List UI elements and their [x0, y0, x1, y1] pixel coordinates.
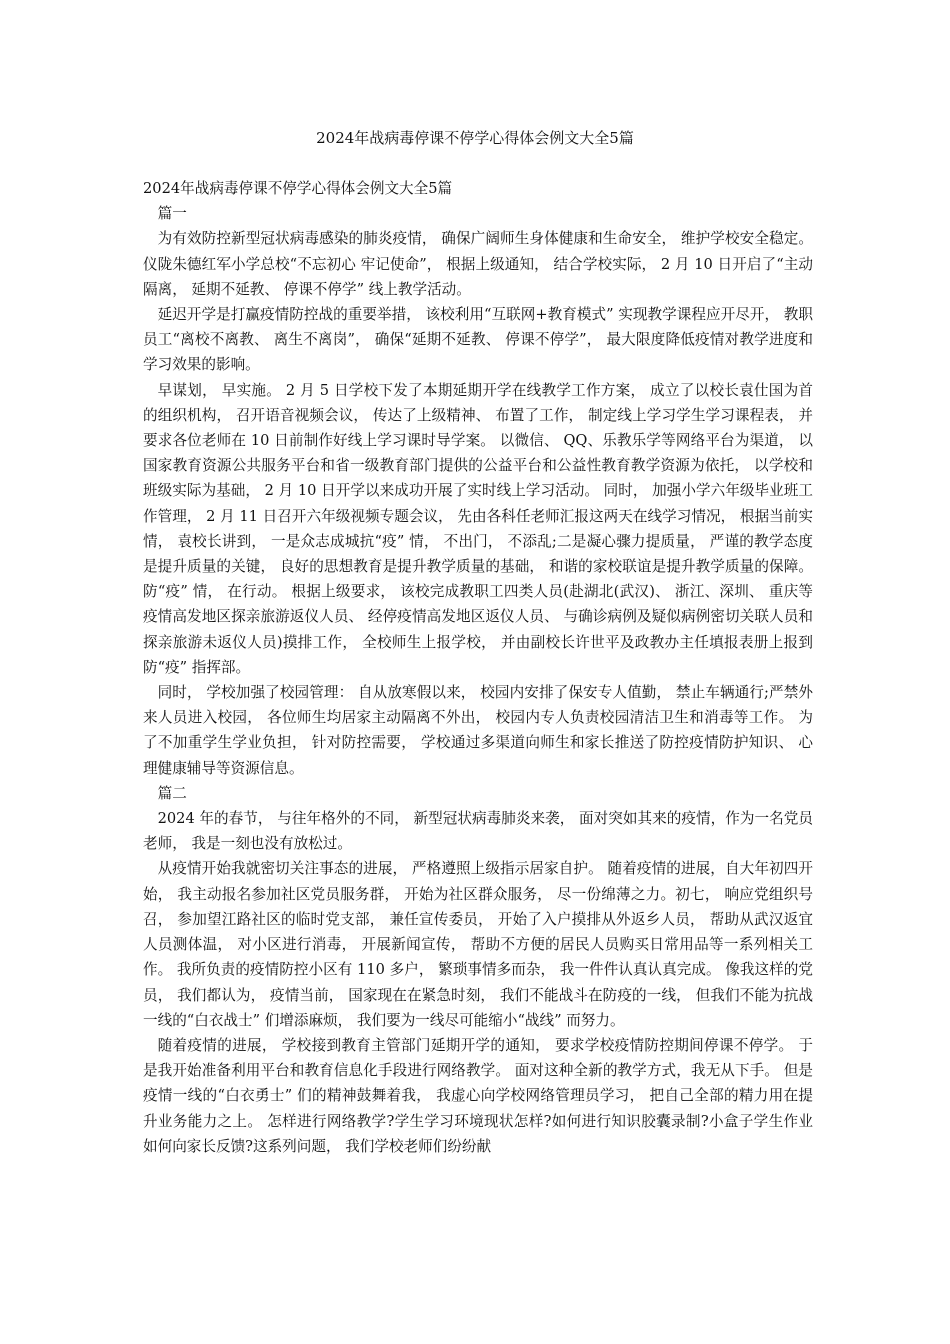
document-subtitle: 2024年战病毒停课不停学心得体会例文大全5篇: [143, 180, 453, 197]
section-heading-1: 篇一: [157, 205, 187, 223]
paragraph: 从疫情开始我就密切关注事态的进展， 严格遵照上级指示居家自护。 随着疫情的进展，自大年初四开始， 我主动报名参加社区党员服务群， 开始为社区群众服务， 尽一份绵薄之力。初七， 响应党组织号召， 参加望江路社区的临时党支部， 兼任宣传委员， 开始了入户摸排从外返乡人员， 帮助从武汉返宜人员测体温， 对小区进行消毒， 开展新闻宣传， 帮助不方便的居民人员购买日常用品等一系列相关工作。 我所负责的疫情防控小区有 110 多户， 繁琐事情多而杂， 我一件件认真认真完成。 像我这样的党员， 我们都认为， 疫情当前， 国家现在在紧急时刻， 我们不能战斗在防疫的一线， 但我们不能为抗战一线的“白衣战士” 们增添麻烦， 我们要为一线尽可能缩小“战线” 而努力。: [143, 860, 813, 1029]
document-body: [143, 176, 813, 1159]
paragraph: 延迟开学是打赢疫情防控战的重要举措， 该校利用“互联网+教育模式” 实现教学课程应开尽开， 教职员工“离校不离教、 离生不离岗”， 确保“延期不延教、 停课不停学”， 最大限度降低疫情对教学进度和学习效果的影响。: [143, 306, 813, 374]
paragraph: 随着疫情的进展， 学校接到教育主管部门延期开学的通知， 要求学校疫情防控期间停课不停学。 于是我开始准备利用平台和教育信息化手段进行网络教学。 面对这种全新的教学方式，我无从下手。 但是疫情一线的“白衣勇士” 们的精神鼓舞着我， 我虚心向学校网络管理员学习， 把自己全部的精力用在提升业务能力之上。 怎样进行网络教学?学生学习环境现状怎样?如何进行知识胶囊录制?小盒子学生作业如何向家长反馈?这系列问题， 我们学校老师们纷纷献: [143, 1036, 813, 1155]
paragraph: 2024 年的春节， 与往年格外的不同， 新型冠状病毒肺炎来袭， 面对突如其来的疫情，作为一名党员老师， 我是一刻也没有放松过。: [143, 810, 813, 853]
document-title: 2024年战病毒停课不停学心得体会例文大全5篇: [316, 129, 634, 147]
paragraph: 早谋划， 早实施。 2 月 5 日学校下发了本期延期开学在线教学工作方案， 成立了以校长袁仕国为首的组织机构， 召开语音视频会议， 传达了上级精神、 布置了工作， 制定线上学习学生学习课程表， 并要求各位老师在 10 日前制作好线上学习课时导学案。 以微信、 QQ、乐教乐学等网络平台为渠道， 以国家教育资源公共服务平台和省一级教育部门提供的公益平台和公益性教育教学资源为依托， 以学校和班级实际为基础， 2 月 10 日开学以来成功开展了实时线上学习活动。 同时， 加强小学六年级毕业班工作管理， 2 月 11 日召开六年级视频专题会议， 先由各科任老师汇报这两天在线学习情况， 根据当前实情， 袁校长讲到， 一是众志成城抗“疫” 情， 不出门， 不添乱;二是凝心骤力提质量， 严谨的教学态度是提升质量的关键， 良好的思想教育是提升教学质量的基础， 和谐的家校联谊是提升教学质量的保障。防“疫” 情， 在行动。 根据上级要求， 该校完成教职工四类人员(赴湖北(武汉)、 浙江、深圳、 重庆等疫情高发地区探亲旅游返仪人员、 经停疫情高发地区返仪人员、 与确诊病例及疑似病例密切关联人员和探亲旅游未返仪人员)摸排工作， 全校师生上报学校， 并由副校长许世平及政教办主任填报表册上报到防“疫” 指挥部。: [143, 381, 813, 676]
section-heading-2: 篇二: [157, 784, 187, 802]
paragraph: 为有效防控新型冠状病毒感染的肺炎疫情， 确保广阔师生身体健康和生命安全， 维护学校安全稳定。 仪陇朱德红军小学总校“不忘初心 牢记使命”， 根据上级通知， 结合学校实际， 2 月 10 日开启了“主动隔离， 延期不延教、 停课不停学” 线上教学活动。: [143, 230, 813, 298]
paragraph: 同时， 学校加强了校园管理： 自从放寒假以来， 校园内安排了保安专人值勤， 禁止车辆通行;严禁外来人员进入校园， 各位师生均居家主动隔离不外出， 校园内专人负责校园清洁卫生和消毒等工作。 为了不加重学生学业负担， 针对防控需要， 学校通过多渠道向师生和家长推送了防控疫情防护知识、 心理健康辅导等资源信息。: [143, 684, 813, 777]
